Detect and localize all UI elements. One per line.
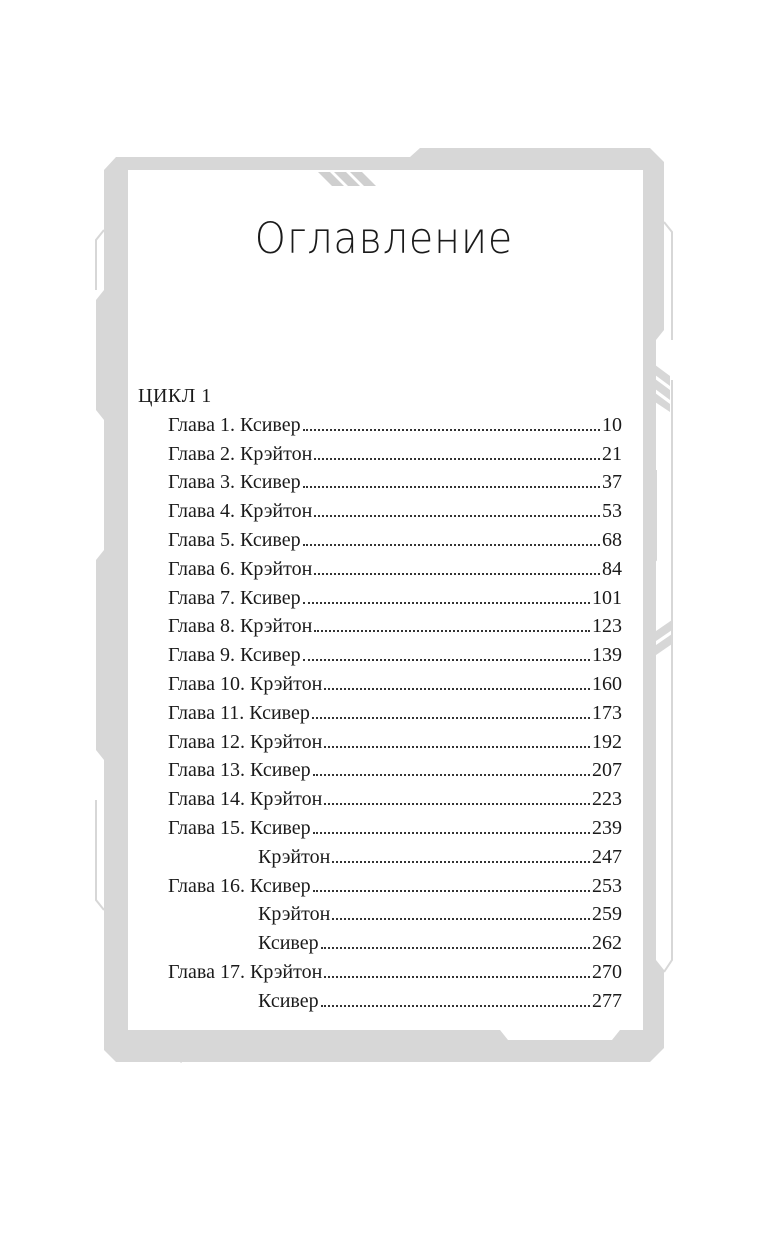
toc-chapter-label: Глава 1. [168,413,235,436]
toc-entry-name: Крэйтон [249,730,323,753]
toc-entry-name: Ксивер [258,989,319,1012]
toc-chapter-label: Глава 3. [168,471,235,494]
toc-entry [138,987,622,1016]
dot-leader [313,774,590,776]
toc-entry [138,411,622,440]
toc-page-number: 84 [602,557,622,580]
toc-page-number: 253 [592,874,622,897]
toc-page-number: 239 [592,816,622,839]
toc-entry-name: Крэйтон [239,557,313,580]
toc-entry [138,612,622,641]
toc-entry [138,468,622,497]
dot-leader [324,746,590,748]
toc-chapter-label: Глава 6. [168,557,235,580]
toc-page-number: 277 [592,989,622,1012]
toc-entry [138,900,622,929]
toc-chapter-label: Глава 8. [168,615,235,638]
toc-entry [138,843,622,872]
dot-leader [314,515,600,517]
toc-page-number: 10 [602,413,622,436]
toc-page-number: 207 [592,759,622,782]
toc-chapter-label: Глава 14. [168,788,245,811]
toc-page-number: 259 [592,903,622,926]
dot-leader [303,486,600,488]
dot-leader [332,918,590,920]
dot-leader [313,832,590,834]
toc-entry-name: Ксивер [239,413,301,436]
toc-chapter-label: Глава 5. [168,528,235,551]
toc-entry-name: Крэйтон [258,903,331,926]
toc-entry-name: Крэйтон [249,672,323,695]
dot-leader [303,602,590,604]
toc-chapter-label: Глава 2. [168,442,235,465]
toc-entry-name: Крэйтон [249,960,323,983]
dot-leader [313,890,590,892]
toc-page-number: 123 [592,615,622,638]
toc-entry-name: Ксивер [249,816,311,839]
toc-entry-name: Ксивер [239,528,301,551]
toc-page-number: 21 [602,442,622,465]
dot-leader [321,947,590,949]
dot-leader [321,1005,590,1007]
toc-page-number: 139 [592,644,622,667]
toc-entry [138,584,622,613]
toc-entry [138,699,622,728]
toc-entry-name: Крэйтон [239,615,313,638]
dot-leader [314,573,600,575]
dot-leader [324,688,590,690]
dot-leader [324,976,590,978]
toc-entry [138,728,622,757]
toc-page-number: 270 [592,960,622,983]
toc-entry [138,814,622,843]
toc-entry-name: Ксивер [239,644,301,667]
page-title: Оглавление [254,214,514,264]
toc-chapter-label: Глава 7. [168,586,235,609]
toc-entry [138,641,622,670]
toc-entry-name: Ксивер [249,701,310,724]
toc-entry-name: Ксивер [239,471,301,494]
toc-entry [138,555,622,584]
toc-chapter-label: Глава 9. [168,644,235,667]
toc-chapter-label: Глава 13. [168,759,245,782]
toc-chapter-label: Глава 4. [168,500,235,523]
dot-leader [303,659,590,661]
toc-page-number: 223 [592,788,622,811]
toc-entry-name: Ксивер [258,932,319,955]
toc-entry [138,756,622,785]
toc-page-number: 37 [602,471,622,494]
toc-entry-name: Ксивер [249,874,311,897]
toc-list [138,411,622,1016]
toc-entry [138,440,622,469]
table-of-contents [138,382,622,1016]
toc-entry-name: Ксивер [249,759,311,782]
toc-entry-name: Крэйтон [249,788,323,811]
dot-leader [303,544,600,546]
dot-leader [332,861,590,863]
toc-page-number: 68 [602,528,622,551]
toc-page-number: 101 [592,586,622,609]
dot-leader [324,803,590,805]
cycle-heading: ЦИКЛ 1 [138,385,212,407]
toc-entry [138,929,622,958]
toc-entry [138,785,622,814]
toc-chapter-label: Глава 17. [168,960,245,983]
toc-chapter-label: Глава 16. [168,874,245,897]
toc-chapter-label: Глава 11. [168,701,245,724]
toc-chapter-label: Глава 12. [168,730,245,753]
toc-page-number: 247 [592,845,622,868]
toc-entry-name: Крэйтон [239,500,313,523]
dot-leader [314,630,590,632]
toc-entry [138,872,622,901]
toc-entry [138,958,622,987]
toc-entry-name: Крэйтон [258,845,331,868]
dot-leader [314,458,600,460]
toc-entry-name: Крэйтон [239,442,313,465]
toc-page-number: 173 [592,701,622,724]
toc-page-number: 53 [602,500,622,523]
dot-leader [303,429,600,431]
toc-entry-name: Ксивер [239,586,301,609]
toc-entry [138,670,622,699]
toc-page-number: 160 [592,672,622,695]
toc-page-number: 192 [592,730,622,753]
dot-leader [312,717,590,719]
toc-chapter-label: Глава 15. [168,816,245,839]
toc-chapter-label: Глава 10. [168,672,245,695]
toc-entry [138,497,622,526]
toc-entry [138,526,622,555]
toc-page-number: 262 [592,932,622,955]
